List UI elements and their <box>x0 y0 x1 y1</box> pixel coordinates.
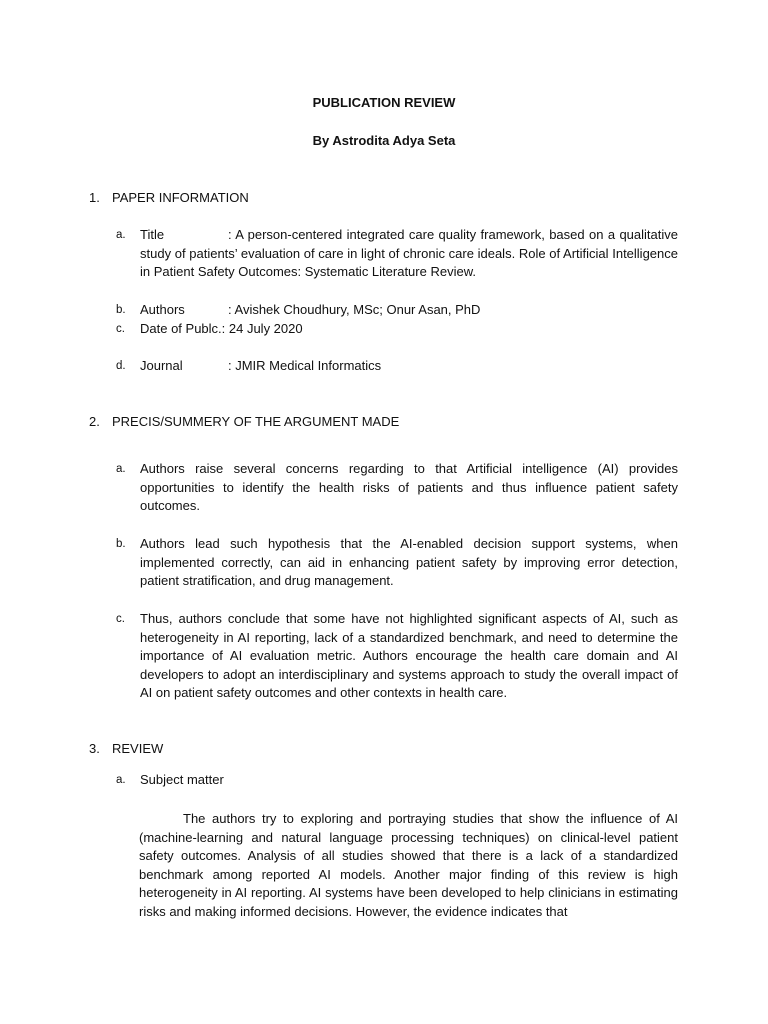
paper-journal-value: : JMIR Medical Informatics <box>228 358 382 373</box>
summary-item-c <box>116 610 678 703</box>
paper-journal-label: Journal <box>140 358 183 373</box>
summary-item-b <box>116 535 678 591</box>
paper-date-value: : 24 July 2020 <box>221 321 303 336</box>
document-title: PUBLICATION REVIEW <box>312 95 456 110</box>
paper-authors-letter: b. <box>116 304 126 316</box>
section-3-heading-text: REVIEW <box>112 741 164 756</box>
paper-journal-item <box>116 357 678 376</box>
document-byline: By Astrodita Adya Seta <box>312 133 456 148</box>
summary-item-a-letter: a. <box>116 463 126 475</box>
paper-title-body <box>140 226 678 282</box>
section-1-number: 1. <box>89 190 100 205</box>
summary-item-c-text: Thus, authors conclude that some have not highlighted significant aspects of AI, such as heterogeneity in AI reporting, lack of a standardized benchmark, and need to determine the importance of AI evaluation metric. Authors encourage the health care domain and AI developers to adopt an interdisciplinary and systems approach to study the overall impact of AI on patient safety outcomes and other contexts in health care. <box>140 611 678 700</box>
section-3-number: 3. <box>89 741 100 756</box>
paper-date-letter: c. <box>116 323 125 335</box>
paper-journal-letter: d. <box>116 360 126 372</box>
paper-authors-body <box>140 301 678 320</box>
paper-authors-value: : Avishek Choudhury, MSc; Onur Asan, PhD <box>228 302 481 317</box>
paper-date-body <box>140 320 678 339</box>
paper-title-label: Title <box>140 227 165 242</box>
summary-item-a <box>116 460 678 516</box>
section-2-number: 2. <box>89 414 100 429</box>
paper-title-item <box>116 226 678 282</box>
summary-item-c-letter: c. <box>116 613 125 625</box>
paper-authors-label: Authors <box>140 302 185 317</box>
section-2-heading-text: PRECIS/SUMMERY OF THE ARGUMENT MADE <box>112 414 400 429</box>
section-2-heading <box>89 413 399 432</box>
paper-journal-body <box>140 357 678 376</box>
paper-date-label: Date of Publc. <box>140 321 222 336</box>
summary-item-a-text: Authors raise several concerns regarding to that Artificial intelligence (AI) provides opportunities to identify the health risks of patients and thus influence patient safety outcomes. <box>140 461 678 513</box>
section-3-heading <box>89 740 163 759</box>
section-1-heading-text: PAPER INFORMATION <box>112 190 249 205</box>
summary-item-b-letter: b. <box>116 538 126 550</box>
paper-date-item <box>116 320 678 339</box>
subject-matter-letter: a. <box>116 774 126 786</box>
subject-matter-heading: Subject matter <box>140 772 224 787</box>
paper-title-value: : A person-centered integrated care quality framework, based on a qualitative study of patients’ evaluation of care in light of chronic care ideals. Role of Artificial Intelligence in Patient Safety Outcomes: Systematic Literature Review. <box>140 227 678 279</box>
section-1-heading <box>89 189 249 208</box>
paper-authors-item <box>116 301 678 320</box>
summary-item-b-text: Authors lead such hypothesis that the AI-enabled decision support systems, when implemented correctly, can aid in enhancing patient safety by improving error detection, patient stratification, and drug management. <box>140 536 678 588</box>
subject-matter-paragraph: The authors try to exploring and portraying studies that show the influence of AI (machine-learning and natural language processing techniques) on clinical-level patient safety outcomes. Analysis of all studies showed that there is a lack of a standardized benchmark among reported AI models. Another major finding of this review is high heterogeneity in AI reporting. AI systems have been developed to help clinicians in estimating risks and making informed decisions. However, the evidence indicates that <box>139 811 678 919</box>
subject-matter-item <box>116 771 678 790</box>
paper-title-letter: a. <box>116 229 126 241</box>
